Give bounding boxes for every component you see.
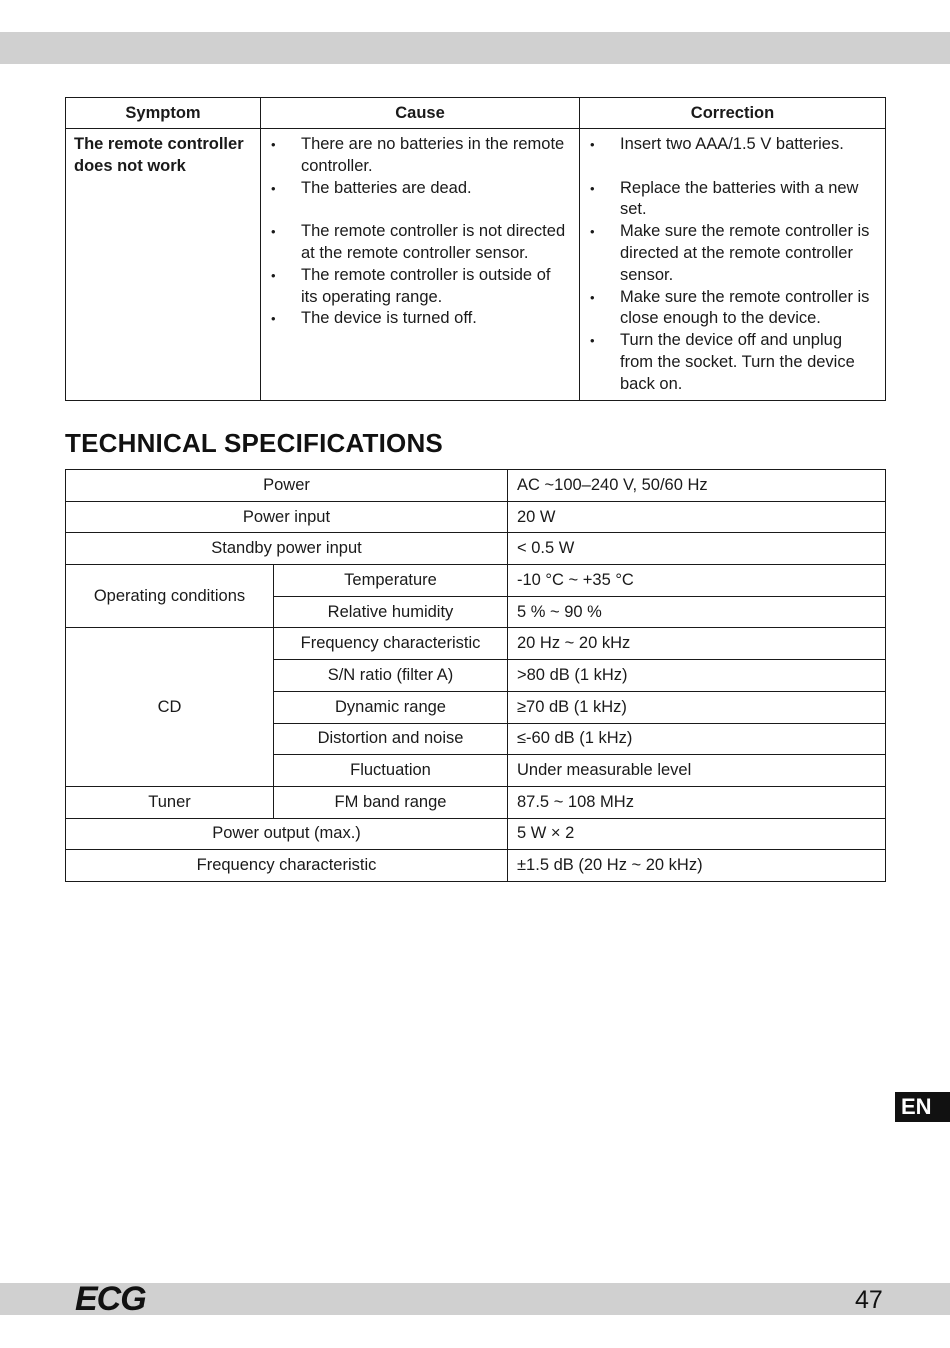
spec-value: 5 % ~ 90 %	[508, 596, 886, 628]
spec-label: Power output (max.)	[66, 818, 508, 850]
table-row	[66, 628, 886, 660]
list-item: • The remote controller is not directed at the remote controller sensor.	[269, 221, 571, 265]
specifications-table	[65, 469, 886, 882]
spec-label: S/N ratio (filter A)	[274, 660, 508, 692]
spec-value: ±1.5 dB (20 Hz ~ 20 kHz)	[508, 850, 886, 882]
table-row	[66, 533, 886, 565]
correction-cell	[580, 129, 886, 401]
spec-value: ≥70 dB (1 kHz)	[508, 691, 886, 723]
symptom-header: Symptom	[66, 98, 261, 129]
table-row	[66, 501, 886, 533]
table-row	[66, 129, 886, 401]
cause-list	[269, 134, 571, 330]
spec-group-label: Tuner	[66, 786, 274, 818]
table-row	[66, 818, 886, 850]
spec-value: AC ~100–240 V, 50/60 Hz	[508, 470, 886, 502]
list-item: • There are no batteries in the remote controller.	[269, 134, 571, 178]
spec-label: Dynamic range	[274, 691, 508, 723]
troubleshooting-table	[65, 97, 886, 401]
list-item: • The remote controller is outside of its operating range.	[269, 265, 571, 309]
table-row	[66, 786, 886, 818]
symptom-cell: The remote controller does not work	[66, 129, 261, 401]
cause-cell	[261, 129, 580, 401]
list-item: • Make sure the remote controller is directed at the remote controller sensor.	[588, 221, 877, 286]
spec-label: Frequency characteristic	[66, 850, 508, 882]
brand-logo: ECG	[75, 1280, 146, 1318]
spec-value: 20 W	[508, 501, 886, 533]
spec-label: Frequency characteristic	[274, 628, 508, 660]
correction-list	[588, 134, 877, 396]
list-item: • Insert two AAA/1.5 V batteries.	[588, 134, 877, 156]
table-row	[66, 850, 886, 882]
list-item: • The batteries are dead.	[269, 178, 571, 200]
spec-label: Standby power input	[66, 533, 508, 565]
spec-value: Under measurable level	[508, 755, 886, 787]
spec-value: < 0.5 W	[508, 533, 886, 565]
table-row	[66, 470, 886, 502]
cause-header: Cause	[261, 98, 580, 129]
list-item: • The device is turned off.	[269, 308, 571, 330]
spec-value: 20 Hz ~ 20 kHz	[508, 628, 886, 660]
section-title: TECHNICAL SPECIFICATIONS	[65, 428, 443, 458]
spec-group-label: CD	[66, 628, 274, 786]
list-item: • Make sure the remote controller is close enough to the device.	[588, 287, 877, 331]
spec-value: 5 W × 2	[508, 818, 886, 850]
table-header-row	[66, 98, 886, 129]
page-number: 47	[855, 1286, 883, 1314]
language-badge: EN	[895, 1092, 950, 1122]
spec-value: ≤-60 dB (1 kHz)	[508, 723, 886, 755]
correction-header: Correction	[580, 98, 886, 129]
spec-group-label: Operating conditions	[66, 565, 274, 628]
spec-label: Power input	[66, 501, 508, 533]
spec-value: -10 °C ~ +35 °C	[508, 565, 886, 597]
spec-label: FM band range	[274, 786, 508, 818]
spec-label: Distortion and noise	[274, 723, 508, 755]
spec-label: Fluctuation	[274, 755, 508, 787]
top-header-band	[0, 32, 950, 64]
spec-label: Relative humidity	[274, 596, 508, 628]
list-item: • Turn the device off and unplug from the socket. Turn the device back on.	[588, 330, 877, 395]
spec-label: Temperature	[274, 565, 508, 597]
list-item: • Replace the batteries with a new set.	[588, 178, 877, 222]
spec-value: 87.5 ~ 108 MHz	[508, 786, 886, 818]
spec-label: Power	[66, 470, 508, 502]
spec-value: >80 dB (1 kHz)	[508, 660, 886, 692]
table-row	[66, 565, 886, 597]
